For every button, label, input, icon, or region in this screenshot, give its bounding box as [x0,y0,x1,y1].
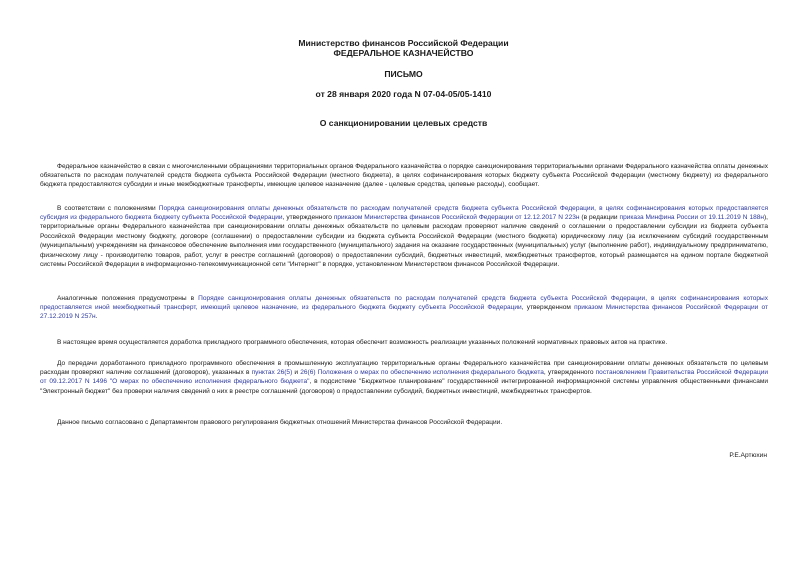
paragraph-software-update: В настоящее время осуществляется доработка прикладного программного обеспечения, которая обеспечит возможность реализации указанных положений нормативных правовых актов на практике. [57,338,668,346]
paragraph-interim-procedure [40,359,768,397]
link-order-257n[interactable]: приказом Министерства финансов Российской Федерации от 27.12.2019 N 257н [40,304,768,321]
document-title: О санкционировании целевых средств [319,118,488,128]
link-order-188n[interactable]: приказа Минфина России от 19.11.2019 N 188н [619,214,764,221]
paragraph-text: , в подсистеме "Бюджетное планирование" государственной интегрированной информационной системы управления общественными финансами "Электронный бюджет" без проверки наличия сведений о них в реестре соглашений (договоров) о предоставлении субсидий, бюджетных инвестиций, межбюджетных трансфертов. [40,378,768,395]
signature: Р.Е.Артюхин [729,452,767,459]
link-procedure-subsidy[interactable]: Порядка санкционирования оплаты денежных обязательств по расходам получателей средств бюджета субъекта Российской Федерации, в целях софинансирования которых предоставляется субсидия из федерального бюджета бюджету субъекта Российской Федерации [40,204,769,221]
paragraph-text: , утвержденного [543,369,596,376]
paragraph-intro: Федеральное казначейство в связи с многочисленными обращениями территориальных органов Федерального казначейства о порядке санкционирования территориальными органами Федерального казначейства оплаты денежных обязательств по расходам получателей средств бюджета субъекта Российской Федерации (местного бюджета), в целях софинансирования которых бюджету субъекта Российской Федерации (местному бюджету) из федерального бюджета предоставляются субсидии и иные межбюджетные трансферты, имеющие целевое назначение (далее - целевые средства, целевые расходы), сообщает. [40,162,768,189]
document-date-number: от 28 января 2020 года N 07-04-05/05-1410 [315,89,492,99]
paragraph-order-257n [40,294,768,322]
document-type: ПИСЬМО [384,69,423,79]
paragraph-order-223n [40,204,768,270]
paragraph-text: Аналогичные положения предусмотрены в [57,294,199,302]
paragraph-text: (в редакции [579,214,620,221]
link-clause-26-6[interactable]: 26(6) Положения о мерах по обеспечению исполнения федерального бюджета [300,369,544,376]
treasury-heading: ФЕДЕРАЛЬНОЕ КАЗНАЧЕЙСТВО [333,48,474,58]
paragraph-text: ), территориальные органы Федерального казначейства при санкционировании оплаты денежных обязательств по целевым расходам проверяют наличие сведений о соглашении о предоставлении субсидии из бюджета субъекта Российской Федерации местному бюджету, договоре (соглашении) о предоставлении субсидии из бюджета субъекта Российской Федерации (местного бюджета) юридическому лицу (за исключением субсидий государственным (муниципальным) учреждениям на финансовое обеспечение выполнения ими государственного (муниципального) задания на оказание государственных (муниципальных) услуг (выполнение работ), индивидуальному предпринимателю, физическому лицу - производителю товаров, работ, услуг в реестре соглашений (договоров) о предоставлении субсидий, бюджетных инвестиций, межбюджетных трансфертов, который размещается на едином портале бюджетной системы Российской Федерации в информационно-телекоммуникационной сети "Интернет" в порядке, установленном Министерством финансов Российской Федерации. [40,214,768,269]
paragraph-text: . [95,313,98,321]
ministry-heading: Министерство финансов Российской Федерации [298,38,509,48]
link-clause-26-5[interactable]: пунктах 26(5) [251,369,293,376]
link-resolution-1496[interactable]: постановлением Правительства Российской Федерации от 09.12.2017 N 1496 "О мерах по обеспечению исполнения федерального бюджета" [40,369,769,386]
paragraph-text: До передачи доработанного прикладного программного обеспечения в промышленную эксплуатацию территориальные органы Федерального казначейства при санкционировании оплаты денежных обязательств по целевым расходам проверяют наличие соглашений (договоров), указанных в [40,359,768,376]
link-procedure-transfer[interactable]: Порядке санкционирования оплаты денежных обязательств по расходам получателей средств бюджета субъекта Российской Федерации, в целях софинансирования которых предоставляется иной межбюджетный трансферт, имеющий целевое назначение, из федерального бюджета бюджету субъекта Российской Федерации [40,294,769,311]
paragraph-text: В соответствии с положениями [57,204,159,212]
paragraph-text: , утвержденном [521,304,575,311]
paragraph-text: и [292,369,301,376]
link-order-223n[interactable]: приказом Министерства финансов Российской Федерации от 12.12.2017 N 223н [333,214,580,221]
paragraph-text: , утвержденного [282,214,334,221]
paragraph-agreement: Данное письмо согласовано с Департаментом правового регулирования бюджетных отношений Министерства финансов Российской Федерации. [57,418,503,426]
